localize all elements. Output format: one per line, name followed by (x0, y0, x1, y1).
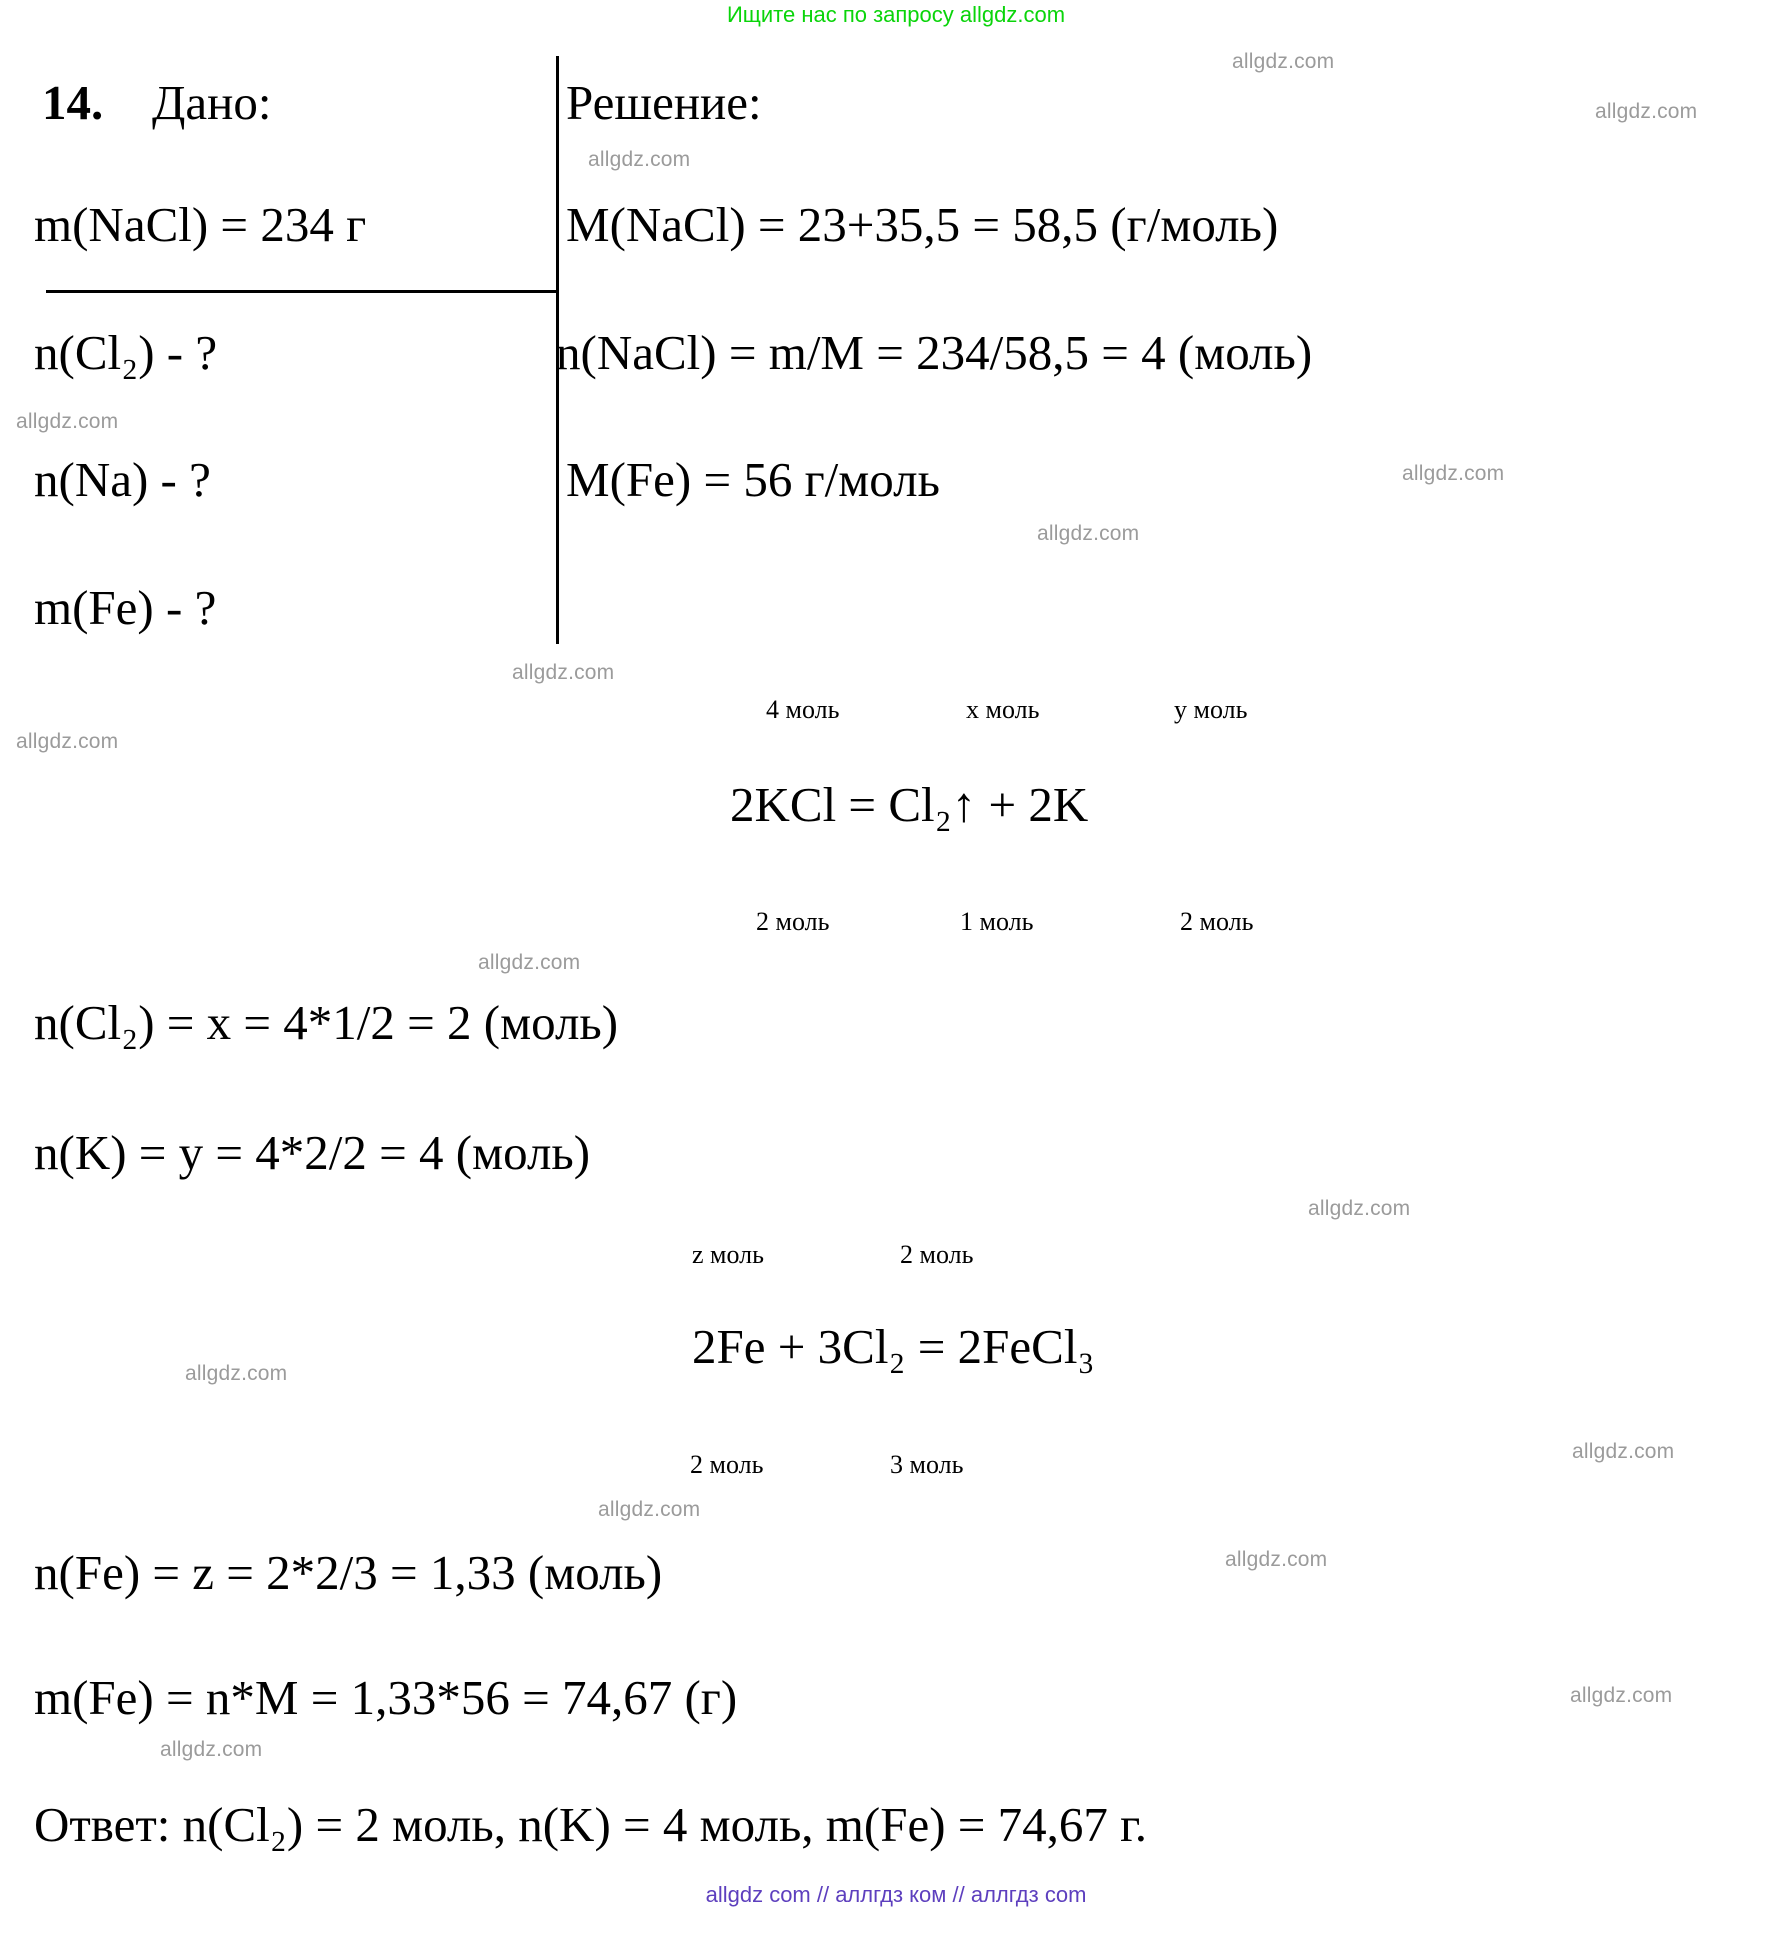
reaction1-above-1: x моль (966, 695, 1040, 724)
solution-line-0: M(NaCl) = 23+35,5 = 58,5 (г/моль) (566, 197, 1279, 252)
solution-line-2: M(Fe) = 56 г/моль (566, 452, 940, 507)
watermark-tag: allgdz.com (1570, 1684, 1673, 1707)
reaction1-equation: 2KCl = Cl₂↑ + 2K (730, 777, 1089, 832)
watermark-tag: allgdz.com (160, 1738, 263, 1761)
watermark-tag: allgdz.com (1595, 100, 1698, 123)
horizontal-divider (46, 290, 558, 293)
watermark-tag: allgdz.com (478, 951, 581, 974)
given-line-1: n(Cl₂) - ? (34, 325, 218, 380)
watermark-tag: allgdz.com (1037, 522, 1140, 545)
answer-line: Ответ: n(Cl₂) = 2 моль, n(K) = 4 моль, m(Fe) = 74,67 г. (34, 1797, 1148, 1852)
watermark-top-banner: Ищите нас по запросу allgdz.com (726, 2, 1066, 27)
after-reaction1-line-1: n(K) = y = 4*2/2 = 4 (моль) (34, 1125, 591, 1180)
watermark-tag: allgdz.com (512, 661, 615, 684)
reaction2-above-0: z моль (692, 1240, 764, 1269)
watermark-tag: allgdz.com (16, 730, 119, 753)
solution-line-1: n(NaCl) = m/M = 234/58,5 = 4 (моль) (556, 325, 1313, 380)
watermark-tag: allgdz.com (588, 148, 691, 171)
after-reaction2-line-1: m(Fe) = n*M = 1,33*56 = 74,67 (г) (34, 1670, 738, 1725)
reaction1-below-2: 2 моль (1180, 907, 1254, 936)
watermark-tag: allgdz.com (185, 1362, 288, 1385)
watermark-tag: allgdz.com (598, 1498, 701, 1521)
reaction2-equation: 2Fe + 3Cl₂ = 2FeCl₃ (692, 1319, 1095, 1374)
reaction1-above-0: 4 моль (766, 695, 840, 724)
reaction1-below-0: 2 моль (756, 907, 830, 936)
reaction2-below-1: 3 моль (890, 1450, 964, 1479)
reaction2-below-0: 2 моль (690, 1450, 764, 1479)
watermark-tag: allgdz.com (1232, 50, 1335, 73)
given-line-2: n(Na) - ? (34, 452, 211, 507)
watermark-tag: allgdz.com (1572, 1440, 1675, 1463)
reaction2-above-1: 2 моль (900, 1240, 974, 1269)
after-reaction2-line-0: n(Fe) = z = 2*2/3 = 1,33 (моль) (34, 1545, 663, 1600)
after-reaction1-line-0: n(Cl₂) = x = 4*1/2 = 2 (моль) (34, 995, 619, 1050)
watermark-tag: allgdz.com (1308, 1197, 1411, 1220)
task-number: 14. (42, 75, 104, 130)
watermark-tag: allgdz.com (1225, 1548, 1328, 1571)
given-title: Дано: (152, 75, 272, 130)
reaction1-below-1: 1 моль (960, 907, 1034, 936)
watermark-bottom-banner: allgdz com // аллгдз ком // аллгдз com (705, 1882, 1087, 1907)
solution-title: Решение: (566, 75, 762, 130)
watermark-tag: allgdz.com (1402, 462, 1505, 485)
reaction1-above-2: y моль (1174, 695, 1248, 724)
given-line-3: m(Fe) - ? (34, 580, 217, 635)
watermark-tag: allgdz.com (16, 410, 119, 433)
given-line-0: m(NaCl) = 234 г (34, 197, 367, 252)
